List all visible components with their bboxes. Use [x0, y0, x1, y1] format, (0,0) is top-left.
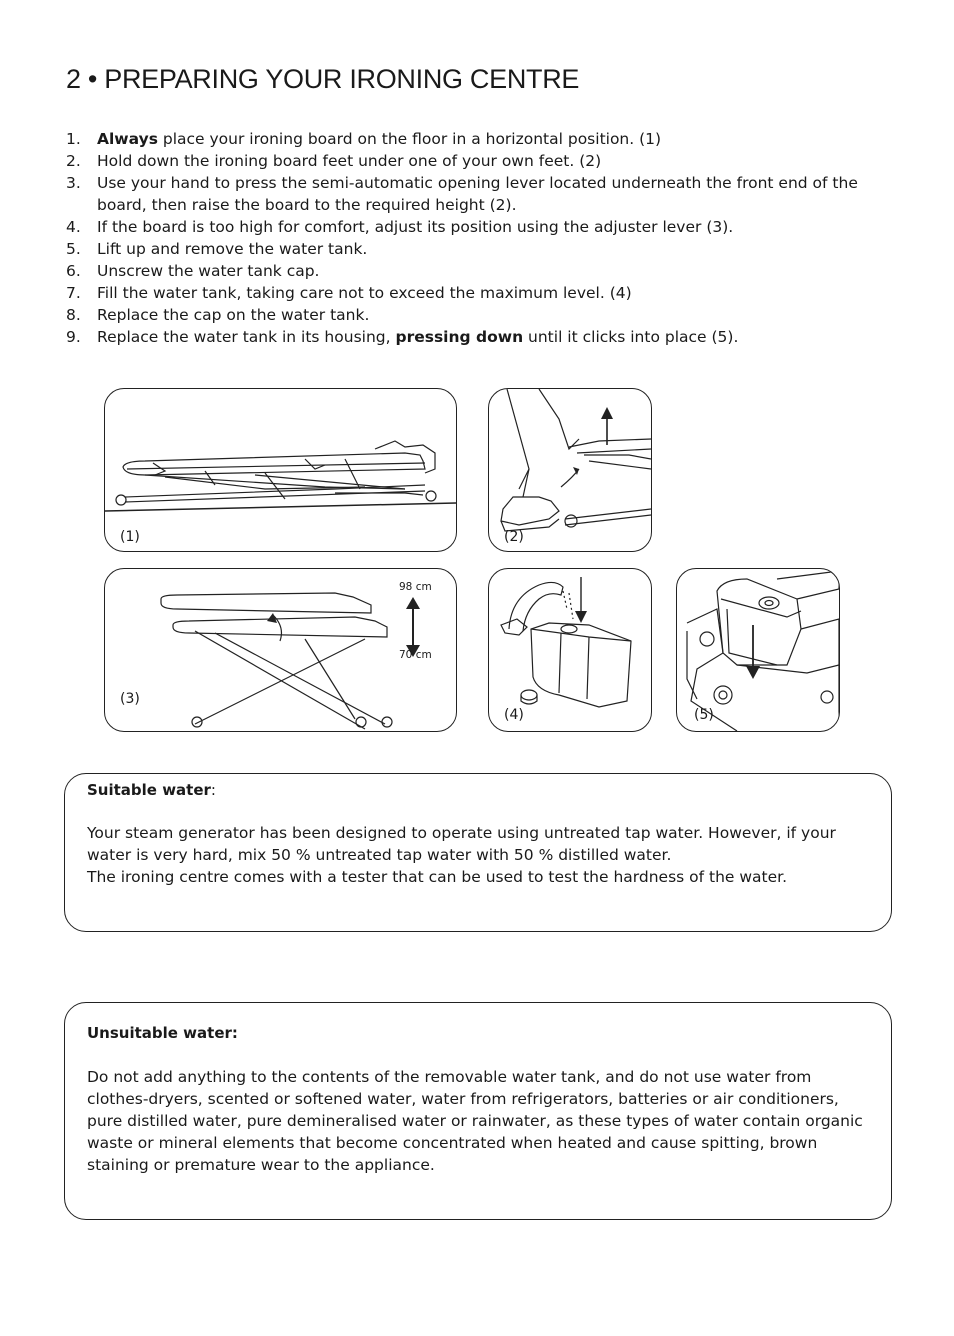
unsuitable-water-text: Do not add anything to the contents of the removable water tank, and do not use water from clothes-dryers, scented or softened water, water from refrigerators, batteries or air conditioners, pure distilled water, pure demineralised water or rainwater, as these types of water contain organic waste or mineral elements that become concentrated when heated and cause spitting, brown staining or premature wear to the appliance. [87, 1068, 863, 1174]
step-number: 1. [66, 130, 81, 148]
step-text: Use your hand to press the semi-automatic opening lever located underneath the front end of the board, then raise the board to the required height (2). [97, 174, 858, 214]
min-height-label: 70 cm [399, 649, 432, 661]
figure-label: (1) [120, 529, 140, 545]
page-title: 2 • PREPARING YOUR IRONING CENTRE [66, 64, 580, 94]
step-text: Replace the cap on the water tank. [97, 306, 370, 324]
heading-text: Suitable water [87, 781, 211, 799]
step-number: 4. [66, 218, 81, 236]
step-text-rest: place your ironing board on the floor in a horizontal position. (1) [157, 130, 662, 148]
step-item [66, 326, 896, 348]
figure-4-fill-tank [488, 568, 652, 732]
ironing-board-folded-illustration [105, 389, 456, 551]
step-number: 7. [66, 284, 81, 302]
foot-holding-board-illustration [489, 389, 651, 551]
step-number: 5. [66, 240, 81, 258]
step-item [66, 282, 896, 304]
step-text-start: Replace the water tank in its housing, [97, 328, 396, 346]
step-number: 3. [66, 174, 81, 192]
heading-colon: : [210, 781, 216, 799]
step-number: 8. [66, 306, 81, 324]
step-text [97, 128, 896, 150]
step-text: Fill the water tank, taking care not to exceed the maximum level. (4) [97, 284, 632, 302]
step-item [66, 150, 896, 172]
step-text [97, 326, 896, 348]
figure-label: (2) [504, 529, 524, 545]
suitable-water-text-2: The ironing centre comes with a tester that can be used to test the hardness of the water. [87, 868, 788, 886]
step-number: 6. [66, 262, 81, 280]
figure-label: (5) [694, 707, 714, 723]
step-emphasis: Always [97, 130, 158, 148]
step-text: If the board is too high for comfort, adjust its position using the adjuster lever (3). [97, 218, 734, 236]
step-emphasis: pressing down [395, 328, 524, 346]
step-text-end: until it clicks into place (5). [523, 328, 739, 346]
unsuitable-water-box [64, 1002, 892, 1220]
step-item [66, 304, 896, 326]
step-item [66, 260, 896, 282]
figure-5-replace-tank [676, 568, 840, 732]
suitable-water-text: Your steam generator has been designed to operate using untreated tap water. However, if your water is very hard, mix 50 % untreated tap water with 50 % distilled water. [87, 824, 836, 864]
step-text: Hold down the ironing board feet under one of your own feet. (2) [97, 152, 602, 170]
figure-2-hold-feet [488, 388, 652, 552]
step-text: Lift up and remove the water tank. [97, 240, 368, 258]
step-text: Unscrew the water tank cap. [97, 262, 320, 280]
steps-list [66, 128, 896, 348]
step-item [66, 216, 896, 238]
figure-1-board-folded [104, 388, 457, 552]
step-number: 9. [66, 328, 81, 346]
figure-label: (4) [504, 707, 524, 723]
max-height-label: 98 cm [399, 581, 432, 593]
step-item [66, 172, 896, 216]
suitable-water-heading [87, 781, 216, 799]
step-item [66, 238, 896, 260]
figure-3-adjust-height [104, 568, 457, 732]
suitable-water-box [64, 773, 892, 932]
step-number: 2. [66, 152, 81, 170]
figure-label: (3) [120, 691, 140, 707]
unsuitable-water-heading: Unsuitable water: [87, 1024, 238, 1042]
step-item [66, 128, 896, 150]
